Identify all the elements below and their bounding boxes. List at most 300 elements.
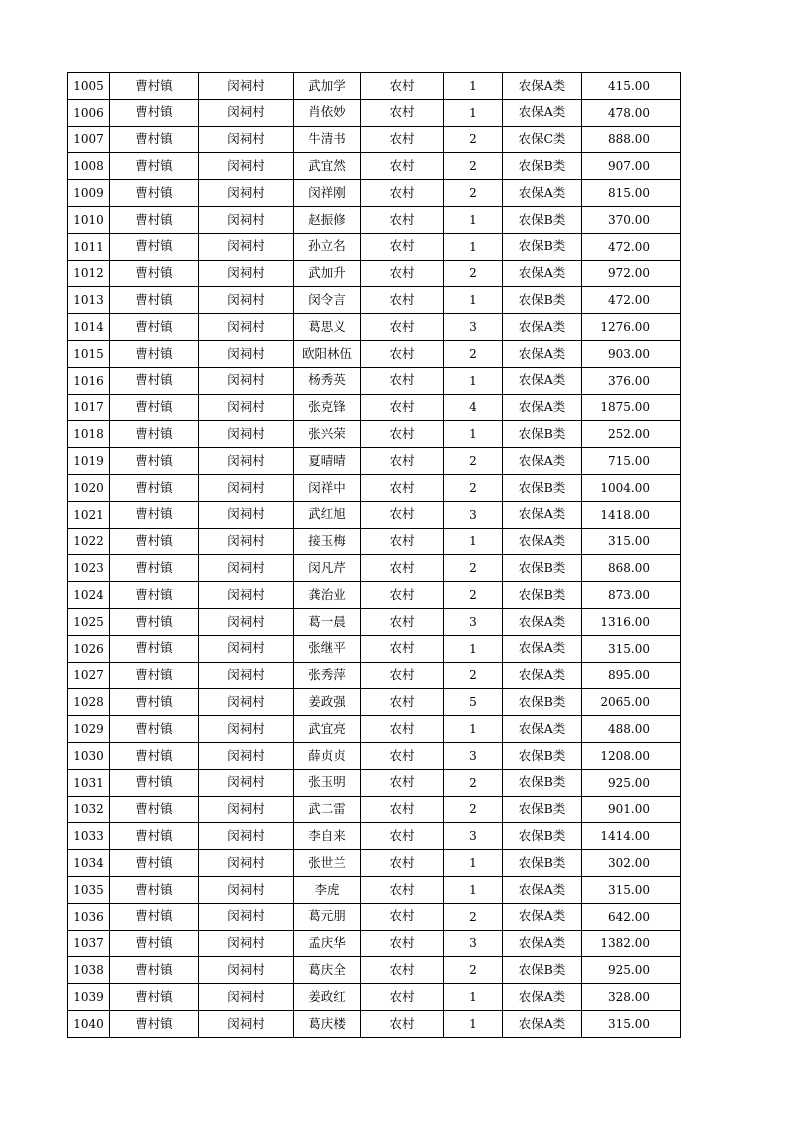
household-type-cell: 农村 [361,287,444,314]
household-type-cell: 农村 [361,689,444,716]
amount-cell: 1276.00 [582,314,681,341]
member-count-cell: 2 [444,126,503,153]
insurance-category-cell: 农保B类 [503,823,582,850]
household-type-cell: 农村 [361,448,444,475]
household-type-cell: 农村 [361,528,444,555]
row-number-cell: 1034 [68,850,110,877]
row-number-cell: 1013 [68,287,110,314]
amount-cell: 873.00 [582,582,681,609]
village-cell: 闵祠村 [199,957,294,984]
household-type-cell: 农村 [361,582,444,609]
name-cell: 张兴荣 [294,421,361,448]
village-cell: 闵祠村 [199,501,294,528]
row-number-cell: 1012 [68,260,110,287]
row-number-cell: 1026 [68,635,110,662]
amount-cell: 925.00 [582,957,681,984]
household-type-cell: 农村 [361,206,444,233]
village-cell: 闵祠村 [199,903,294,930]
village-cell: 闵祠村 [199,984,294,1011]
insurance-category-cell: 农保A类 [503,180,582,207]
name-cell: 闵令言 [294,287,361,314]
name-cell: 李自来 [294,823,361,850]
member-count-cell: 2 [444,555,503,582]
row-number-cell: 1009 [68,180,110,207]
insurance-category-cell: 农保A类 [503,260,582,287]
name-cell: 姜政强 [294,689,361,716]
town-cell: 曹村镇 [110,180,199,207]
household-type-cell: 农村 [361,1010,444,1037]
household-type-cell: 农村 [361,367,444,394]
town-cell: 曹村镇 [110,635,199,662]
table-row [68,635,681,662]
insurance-category-cell: 农保B类 [503,233,582,260]
row-number-cell: 1010 [68,206,110,233]
household-type-cell: 农村 [361,823,444,850]
insurance-category-cell: 农保A类 [503,99,582,126]
member-count-cell: 1 [444,716,503,743]
household-type-cell: 农村 [361,608,444,635]
insurance-category-cell: 农保A类 [503,314,582,341]
row-number-cell: 1005 [68,73,110,100]
row-number-cell: 1033 [68,823,110,850]
name-cell: 武宜亮 [294,716,361,743]
table-row [68,957,681,984]
insurance-category-cell: 农保B类 [503,474,582,501]
table-row [68,850,681,877]
table-row [68,608,681,635]
amount-cell: 925.00 [582,769,681,796]
table-row [68,689,681,716]
insurance-category-cell: 农保A类 [503,662,582,689]
table-row [68,233,681,260]
member-count-cell: 1 [444,99,503,126]
village-cell: 闵祠村 [199,394,294,421]
amount-cell: 903.00 [582,340,681,367]
town-cell: 曹村镇 [110,930,199,957]
town-cell: 曹村镇 [110,153,199,180]
household-type-cell: 农村 [361,180,444,207]
name-cell: 张克锋 [294,394,361,421]
town-cell: 曹村镇 [110,474,199,501]
row-number-cell: 1039 [68,984,110,1011]
amount-cell: 252.00 [582,421,681,448]
name-cell: 欧阳林伍 [294,340,361,367]
insurance-category-cell: 农保A类 [503,340,582,367]
town-cell: 曹村镇 [110,394,199,421]
insurance-category-cell: 农保A类 [503,501,582,528]
insurance-category-cell: 农保B类 [503,689,582,716]
amount-cell: 1418.00 [582,501,681,528]
town-cell: 曹村镇 [110,903,199,930]
member-count-cell: 2 [444,340,503,367]
town-cell: 曹村镇 [110,126,199,153]
name-cell: 闵凡芹 [294,555,361,582]
member-count-cell: 1 [444,233,503,260]
insurance-category-cell: 农保B类 [503,287,582,314]
village-cell: 闵祠村 [199,635,294,662]
name-cell: 姜政红 [294,984,361,1011]
town-cell: 曹村镇 [110,340,199,367]
household-type-cell: 农村 [361,394,444,421]
insurance-category-cell: 农保A类 [503,1010,582,1037]
amount-cell: 907.00 [582,153,681,180]
table-row [68,769,681,796]
village-cell: 闵祠村 [199,421,294,448]
household-type-cell: 农村 [361,716,444,743]
household-type-cell: 农村 [361,662,444,689]
member-count-cell: 4 [444,394,503,421]
town-cell: 曹村镇 [110,421,199,448]
name-cell: 张玉明 [294,769,361,796]
insurance-category-cell: 农保A类 [503,716,582,743]
row-number-cell: 1037 [68,930,110,957]
member-count-cell: 1 [444,367,503,394]
table-row [68,367,681,394]
household-type-cell: 农村 [361,850,444,877]
amount-cell: 1875.00 [582,394,681,421]
row-number-cell: 1011 [68,233,110,260]
town-cell: 曹村镇 [110,823,199,850]
row-number-cell: 1016 [68,367,110,394]
amount-cell: 1208.00 [582,742,681,769]
table-row [68,126,681,153]
member-count-cell: 1 [444,421,503,448]
table-row [68,260,681,287]
name-cell: 武加学 [294,73,361,100]
amount-cell: 888.00 [582,126,681,153]
table-row [68,340,681,367]
row-number-cell: 1031 [68,769,110,796]
amount-cell: 415.00 [582,73,681,100]
insurance-category-cell: 农保A类 [503,448,582,475]
insurance-category-cell: 农保B类 [503,850,582,877]
village-cell: 闵祠村 [199,260,294,287]
household-type-cell: 农村 [361,796,444,823]
village-cell: 闵祠村 [199,582,294,609]
household-type-cell: 农村 [361,555,444,582]
insurance-category-cell: 农保A类 [503,608,582,635]
insurance-category-cell: 农保A类 [503,903,582,930]
table-row [68,287,681,314]
amount-cell: 315.00 [582,876,681,903]
table-row [68,930,681,957]
household-type-cell: 农村 [361,957,444,984]
village-cell: 闵祠村 [199,448,294,475]
amount-cell: 315.00 [582,635,681,662]
member-count-cell: 3 [444,930,503,957]
table-row [68,206,681,233]
town-cell: 曹村镇 [110,716,199,743]
row-number-cell: 1006 [68,99,110,126]
member-count-cell: 1 [444,528,503,555]
table-row [68,314,681,341]
amount-cell: 1382.00 [582,930,681,957]
household-type-cell: 农村 [361,501,444,528]
member-count-cell: 1 [444,984,503,1011]
town-cell: 曹村镇 [110,1010,199,1037]
insurance-category-cell: 农保B类 [503,582,582,609]
table-row [68,1010,681,1037]
member-count-cell: 1 [444,287,503,314]
town-cell: 曹村镇 [110,448,199,475]
amount-cell: 715.00 [582,448,681,475]
table-row [68,823,681,850]
village-cell: 闵祠村 [199,233,294,260]
village-cell: 闵祠村 [199,876,294,903]
name-cell: 葛元朋 [294,903,361,930]
member-count-cell: 1 [444,1010,503,1037]
insurance-category-cell: 农保B类 [503,555,582,582]
name-cell: 葛一晨 [294,608,361,635]
member-count-cell: 2 [444,260,503,287]
town-cell: 曹村镇 [110,689,199,716]
member-count-cell: 2 [444,662,503,689]
member-count-cell: 1 [444,850,503,877]
table-row [68,474,681,501]
table-row [68,501,681,528]
village-cell: 闵祠村 [199,153,294,180]
name-cell: 张秀萍 [294,662,361,689]
row-number-cell: 1032 [68,796,110,823]
member-count-cell: 3 [444,608,503,635]
row-number-cell: 1030 [68,742,110,769]
row-number-cell: 1020 [68,474,110,501]
village-cell: 闵祠村 [199,73,294,100]
member-count-cell: 1 [444,635,503,662]
village-cell: 闵祠村 [199,689,294,716]
table-row [68,394,681,421]
household-type-cell: 农村 [361,474,444,501]
table-row [68,903,681,930]
village-cell: 闵祠村 [199,716,294,743]
household-type-cell: 农村 [361,769,444,796]
town-cell: 曹村镇 [110,73,199,100]
name-cell: 肖依妙 [294,99,361,126]
household-type-cell: 农村 [361,73,444,100]
amount-cell: 376.00 [582,367,681,394]
village-cell: 闵祠村 [199,314,294,341]
row-number-cell: 1019 [68,448,110,475]
insurance-category-cell: 农保B类 [503,769,582,796]
town-cell: 曹村镇 [110,287,199,314]
name-cell: 接玉梅 [294,528,361,555]
town-cell: 曹村镇 [110,260,199,287]
amount-cell: 370.00 [582,206,681,233]
amount-cell: 328.00 [582,984,681,1011]
amount-cell: 815.00 [582,180,681,207]
amount-cell: 302.00 [582,850,681,877]
household-type-cell: 农村 [361,742,444,769]
member-count-cell: 2 [444,957,503,984]
amount-cell: 2065.00 [582,689,681,716]
village-cell: 闵祠村 [199,769,294,796]
name-cell: 闵祥刚 [294,180,361,207]
amount-cell: 972.00 [582,260,681,287]
household-type-cell: 农村 [361,340,444,367]
town-cell: 曹村镇 [110,555,199,582]
amount-cell: 472.00 [582,233,681,260]
household-type-cell: 农村 [361,260,444,287]
insurance-category-cell: 农保B类 [503,796,582,823]
table-row [68,73,681,100]
table-row [68,582,681,609]
insurance-category-cell: 农保B类 [503,206,582,233]
member-count-cell: 2 [444,180,503,207]
row-number-cell: 1017 [68,394,110,421]
town-cell: 曹村镇 [110,608,199,635]
insurance-category-cell: 农保A类 [503,635,582,662]
row-number-cell: 1007 [68,126,110,153]
table-row [68,742,681,769]
town-cell: 曹村镇 [110,501,199,528]
member-count-cell: 2 [444,474,503,501]
village-cell: 闵祠村 [199,180,294,207]
name-cell: 赵振修 [294,206,361,233]
household-type-cell: 农村 [361,903,444,930]
amount-cell: 1414.00 [582,823,681,850]
household-type-cell: 农村 [361,233,444,260]
insurance-category-cell: 农保B类 [503,153,582,180]
member-count-cell: 5 [444,689,503,716]
name-cell: 闵祥中 [294,474,361,501]
member-count-cell: 2 [444,903,503,930]
household-type-cell: 农村 [361,876,444,903]
row-number-cell: 1023 [68,555,110,582]
name-cell: 武红旭 [294,501,361,528]
insurance-category-cell: 农保A类 [503,930,582,957]
table-row [68,421,681,448]
village-cell: 闵祠村 [199,367,294,394]
insurance-category-cell: 农保A类 [503,876,582,903]
town-cell: 曹村镇 [110,99,199,126]
name-cell: 夏晴晴 [294,448,361,475]
household-type-cell: 农村 [361,421,444,448]
name-cell: 龚治业 [294,582,361,609]
name-cell: 葛庆楼 [294,1010,361,1037]
town-cell: 曹村镇 [110,314,199,341]
amount-cell: 901.00 [582,796,681,823]
town-cell: 曹村镇 [110,367,199,394]
row-number-cell: 1035 [68,876,110,903]
household-type-cell: 农村 [361,99,444,126]
village-cell: 闵祠村 [199,340,294,367]
town-cell: 曹村镇 [110,796,199,823]
table-row [68,796,681,823]
household-type-cell: 农村 [361,930,444,957]
row-number-cell: 1038 [68,957,110,984]
town-cell: 曹村镇 [110,582,199,609]
town-cell: 曹村镇 [110,876,199,903]
table-row [68,528,681,555]
member-count-cell: 1 [444,206,503,233]
village-cell: 闵祠村 [199,662,294,689]
amount-cell: 1004.00 [582,474,681,501]
amount-cell: 868.00 [582,555,681,582]
row-number-cell: 1025 [68,608,110,635]
name-cell: 葛庆全 [294,957,361,984]
town-cell: 曹村镇 [110,206,199,233]
table-row [68,662,681,689]
insurance-category-cell: 农保B类 [503,957,582,984]
member-count-cell: 2 [444,448,503,475]
name-cell: 牛清书 [294,126,361,153]
amount-cell: 472.00 [582,287,681,314]
village-cell: 闵祠村 [199,850,294,877]
name-cell: 武加升 [294,260,361,287]
amount-cell: 895.00 [582,662,681,689]
member-count-cell: 3 [444,823,503,850]
table-row [68,180,681,207]
row-number-cell: 1028 [68,689,110,716]
village-cell: 闵祠村 [199,1010,294,1037]
member-count-cell: 2 [444,769,503,796]
name-cell: 张继平 [294,635,361,662]
amount-cell: 315.00 [582,528,681,555]
name-cell: 薛贞贞 [294,742,361,769]
row-number-cell: 1027 [68,662,110,689]
town-cell: 曹村镇 [110,957,199,984]
town-cell: 曹村镇 [110,769,199,796]
row-number-cell: 1015 [68,340,110,367]
table-row [68,153,681,180]
village-cell: 闵祠村 [199,126,294,153]
amount-cell: 1316.00 [582,608,681,635]
name-cell: 孙立名 [294,233,361,260]
insurance-category-cell: 农保A类 [503,73,582,100]
row-number-cell: 1024 [68,582,110,609]
amount-cell: 478.00 [582,99,681,126]
town-cell: 曹村镇 [110,850,199,877]
insurance-category-cell: 农保A类 [503,528,582,555]
insurance-category-cell: 农保B类 [503,742,582,769]
name-cell: 武宜然 [294,153,361,180]
village-cell: 闵祠村 [199,287,294,314]
table-row [68,555,681,582]
amount-cell: 642.00 [582,903,681,930]
member-count-cell: 3 [444,742,503,769]
member-count-cell: 2 [444,796,503,823]
name-cell: 葛思义 [294,314,361,341]
table-row [68,876,681,903]
row-number-cell: 1014 [68,314,110,341]
insurance-category-cell: 农保A类 [503,984,582,1011]
village-cell: 闵祠村 [199,930,294,957]
row-number-cell: 1040 [68,1010,110,1037]
town-cell: 曹村镇 [110,233,199,260]
member-count-cell: 3 [444,501,503,528]
member-count-cell: 1 [444,876,503,903]
name-cell: 杨秀英 [294,367,361,394]
row-number-cell: 1029 [68,716,110,743]
village-cell: 闵祠村 [199,206,294,233]
town-cell: 曹村镇 [110,662,199,689]
row-number-cell: 1021 [68,501,110,528]
row-number-cell: 1008 [68,153,110,180]
insurance-category-cell: 农保C类 [503,126,582,153]
member-count-cell: 1 [444,73,503,100]
village-cell: 闵祠村 [199,796,294,823]
name-cell: 武二雷 [294,796,361,823]
row-number-cell: 1022 [68,528,110,555]
town-cell: 曹村镇 [110,528,199,555]
member-count-cell: 2 [444,153,503,180]
name-cell: 张世兰 [294,850,361,877]
table-row [68,984,681,1011]
village-cell: 闵祠村 [199,528,294,555]
household-type-cell: 农村 [361,984,444,1011]
table-row [68,448,681,475]
row-number-cell: 1018 [68,421,110,448]
